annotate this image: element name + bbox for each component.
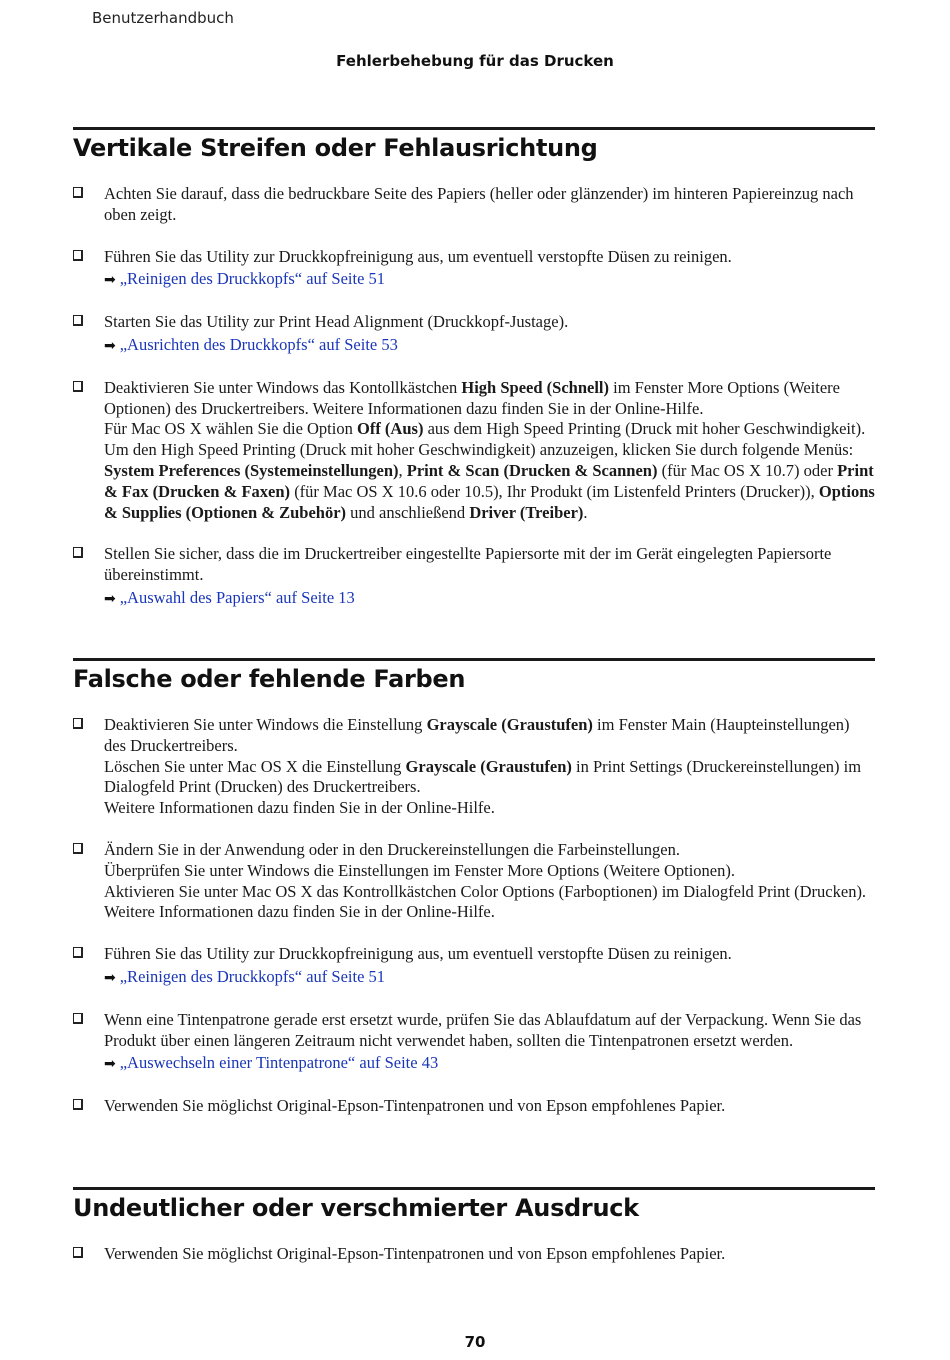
checkbox-bullet-icon: [73, 843, 83, 854]
cross-reference: [104, 335, 875, 357]
item-text: Wenn eine Tintenpatrone gerade erst ersetzt wurde, prüfen Sie das Ablaufdatum auf der Verpackung. Wenn Sie das Produkt über einen längeren Zeitraum nicht verwendet haben, sollten die Tintenpatronen ersetzt werden.: [104, 1009, 862, 1050]
text-run: Für Mac OS X wählen Sie die Option: [104, 419, 357, 439]
checkbox-bullet-icon: [73, 1247, 83, 1258]
text-run: (für Mac OS X 10.7) oder: [657, 460, 838, 480]
chapter-title: Fehlerbehebung für das Drucken: [336, 52, 614, 70]
checkbox-bullet-icon: [73, 250, 83, 261]
text-run: Löschen Sie unter Mac OS X die Einstellung: [104, 756, 406, 776]
item-paragraph: [104, 378, 875, 420]
section-vertical-streaks: [73, 127, 875, 610]
ui-term: System Preferences (Systemeinstellungen): [104, 460, 399, 480]
ui-term: High Speed (Schnell): [461, 377, 609, 397]
checkbox-bullet-icon: [73, 381, 83, 392]
text-run: und anschließend: [346, 502, 470, 522]
section-title: Undeutlicher oder verschmierter Ausdruck: [73, 1194, 639, 1222]
checkbox-bullet-icon: [73, 315, 83, 326]
list-item: [73, 1096, 875, 1117]
item-paragraph: [104, 419, 875, 523]
arrow-right-icon: ➡: [104, 590, 116, 607]
cross-reference-link[interactable]: „Auswechseln einer Tintenpatrone“ auf Seite 43: [119, 1053, 439, 1073]
bullet-list: [73, 715, 875, 1117]
item-paragraph: [104, 757, 875, 799]
section-rule: [73, 127, 875, 130]
section-wrong-colors: [73, 658, 875, 1117]
item-text: Verwenden Sie möglichst Original-Epson-Tintenpatronen und von Epson empfohlenes Papier.: [104, 1096, 726, 1116]
text-run: in Print Settings (Druckereinstellungen) im Dialogfeld Print (Drucken) des Druckertreibers.: [104, 756, 862, 797]
arrow-right-icon: ➡: [104, 969, 116, 986]
page-number: 70: [464, 1333, 486, 1351]
cross-reference-link[interactable]: „Reinigen des Druckkopfs“ auf Seite 51: [119, 966, 386, 986]
bullet-list: [73, 1244, 875, 1265]
item-text: Führen Sie das Utility zur Druckkopfreinigung aus, um eventuell verstopfte Düsen zu reinigen.: [104, 246, 732, 266]
list-item: [73, 1010, 875, 1075]
list-item: [73, 840, 875, 923]
list-item: [73, 544, 875, 609]
cross-reference: [104, 588, 875, 610]
item-paragraph: [104, 715, 875, 757]
list-item: [73, 944, 875, 989]
bullet-list: [73, 184, 875, 610]
item-paragraph: Weitere Informationen dazu finden Sie in der Online-Hilfe.: [104, 902, 495, 922]
item-text: Achten Sie darauf, dass die bedruckbare Seite des Papiers (heller oder glänzender) im hinteren Papiereinzug nach oben zeigt.: [104, 184, 854, 224]
running-header: Benutzerhandbuch: [92, 9, 234, 27]
checkbox-bullet-icon: [73, 1099, 83, 1110]
item-text: Starten Sie das Utility zur Print Head Alignment (Druckkopf-Justage).: [104, 312, 569, 332]
section-rule: [73, 658, 875, 661]
list-item: [73, 184, 875, 226]
ui-term: Print & Scan (Drucken & Scannen): [406, 460, 658, 480]
ui-term: Options & Supplies (Optionen & Zubehör): [104, 481, 875, 522]
checkbox-bullet-icon: [73, 547, 83, 558]
list-item: [73, 1244, 875, 1265]
item-paragraph: Überprüfen Sie unter Windows die Einstellungen im Fenster More Options (Weitere Optionen).: [104, 860, 735, 880]
cross-reference-link[interactable]: „Ausrichten des Druckkopfs“ auf Seite 53: [119, 334, 398, 354]
cross-reference: [104, 967, 875, 989]
list-item: [73, 312, 875, 357]
checkbox-bullet-icon: [73, 718, 83, 729]
section-rule: [73, 1187, 875, 1190]
cross-reference-link[interactable]: „Reinigen des Druckkopfs“ auf Seite 51: [119, 269, 386, 289]
cross-reference-link[interactable]: „Auswahl des Papiers“ auf Seite 13: [119, 587, 355, 607]
text-run: Deaktivieren Sie unter Windows das Kontollkästchen: [104, 377, 462, 397]
list-item: [73, 715, 875, 819]
arrow-right-icon: ➡: [104, 1056, 116, 1073]
item-text: Verwenden Sie möglichst Original-Epson-Tintenpatronen und von Epson empfohlenes Papier.: [104, 1244, 726, 1263]
item-paragraph: Ändern Sie in der Anwendung oder in den Druckereinstellungen die Farbeinstellungen.: [104, 839, 680, 859]
section-title: Falsche oder fehlende Farben: [73, 665, 466, 693]
text-run: im Fenster Main (Haupteinstellungen) des Druckertreibers.: [104, 715, 850, 755]
checkbox-bullet-icon: [73, 187, 83, 198]
item-paragraph: Aktivieren Sie unter Mac OS X das Kontrollkästchen Color Options (Farboptionen) im Dialogfeld Print (Drucken).: [104, 881, 867, 901]
ui-term: Driver (Treiber): [469, 502, 584, 522]
ui-term: Grayscale (Graustufen): [426, 715, 593, 734]
text-run: aus dem High Speed Printing (Druck mit hoher Geschwindigkeit). Um den High Speed Printing (Druck mit hoher Geschwindigkeit) anzuzeigen, klicken Sie durch folgende Menüs:: [104, 419, 866, 460]
text-run: (für Mac OS X 10.6 oder 10.5), Ihr Produkt (im Listenfeld Printers (Drucker)),: [290, 481, 819, 501]
checkbox-bullet-icon: [73, 947, 83, 958]
text-run: ,: [398, 460, 407, 480]
ui-term: Off (Aus): [356, 419, 424, 439]
item-paragraph: Weitere Informationen dazu finden Sie in der Online-Hilfe.: [104, 798, 495, 818]
text-run: Deaktivieren Sie unter Windows die Einstellung: [104, 715, 427, 734]
ui-term: Print & Fax (Drucken & Faxen): [104, 460, 874, 501]
ui-term: Grayscale (Graustufen): [405, 756, 572, 776]
section-title: Vertikale Streifen oder Fehlausrichtung: [73, 134, 598, 162]
arrow-right-icon: ➡: [104, 337, 116, 354]
cross-reference: [104, 1053, 875, 1075]
cross-reference: [104, 269, 875, 291]
section-smeared-print: [73, 1187, 875, 1265]
checkbox-bullet-icon: [73, 1013, 83, 1024]
list-item: [73, 378, 875, 524]
text-run: im Fenster More Options (Weitere Optionen) des Druckertreibers. Weitere Informationen dazu finden Sie in der Online-Hilfe.: [104, 377, 840, 418]
item-text: Stellen Sie sicher, dass die im Druckertreiber eingestellte Papiersorte mit der im Gerät eingelegten Papiersorte übereinstimmt.: [104, 544, 832, 585]
arrow-right-icon: ➡: [104, 272, 116, 289]
text-run: .: [583, 502, 588, 522]
item-text: Führen Sie das Utility zur Druckkopfreinigung aus, um eventuell verstopfte Düsen zu reinigen.: [104, 944, 732, 964]
list-item: [73, 247, 875, 292]
